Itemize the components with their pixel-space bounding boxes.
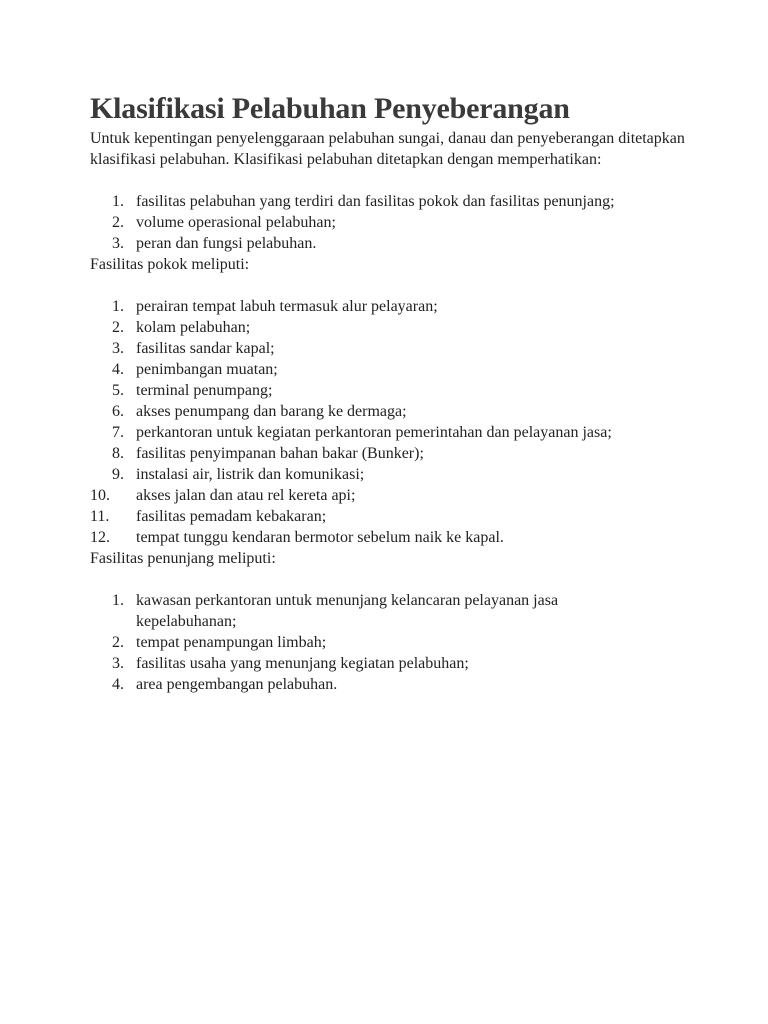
list-item-text: fasilitas usaha yang menunjang kegiatan pelabuhan;	[136, 655, 469, 672]
list-item	[90, 359, 690, 380]
list-item	[90, 317, 690, 338]
list-item	[90, 401, 690, 422]
list-item-text: instalasi air, listrik dan komunikasi;	[136, 466, 365, 483]
pokok-heading: Fasilitas pokok meliputi:	[90, 256, 250, 273]
list-number: 1.	[112, 298, 124, 315]
list-item-text: area pengembangan pelabuhan.	[136, 676, 338, 693]
list-number: 6.	[112, 403, 124, 420]
list-item	[90, 212, 690, 233]
list-number: 4.	[112, 361, 124, 378]
list-number: 1.	[112, 193, 124, 210]
list-number: 1.	[112, 592, 124, 609]
intro-paragraph: Untuk kepentingan penyelenggaraan pelabuhan sungai, danau dan penyeberangan ditetapkan klasifikasi pelabuhan. Klasifikasi pelabuhan ditetapkan dengan memperhatikan:	[90, 130, 685, 168]
list-number: 12.	[90, 529, 110, 546]
list-item	[90, 653, 690, 674]
criteria-list	[90, 191, 690, 254]
list-item	[90, 485, 690, 506]
list-item	[90, 191, 690, 212]
list-item-text: tempat penampungan limbah;	[136, 634, 327, 651]
list-number: 2.	[112, 319, 124, 336]
list-number: 3.	[112, 340, 124, 357]
list-number: 5.	[112, 382, 124, 399]
list-item	[90, 422, 690, 443]
list-item	[90, 233, 690, 254]
penunjang-list	[90, 590, 690, 695]
list-item	[90, 338, 690, 359]
list-number: 10.	[90, 487, 110, 504]
list-item-text: fasilitas pemadam kebakaran;	[136, 508, 327, 525]
list-item-text: fasilitas sandar kapal;	[136, 340, 275, 357]
penunjang-heading: Fasilitas penunjang meliputi:	[90, 550, 276, 567]
list-item	[90, 380, 690, 401]
list-item-text: fasilitas pelabuhan yang terdiri dan fasilitas pokok dan fasilitas penunjang;	[136, 193, 615, 210]
list-item-text: kolam pelabuhan;	[136, 319, 251, 336]
list-item-text: peran dan fungsi pelabuhan.	[136, 235, 317, 252]
list-item	[90, 296, 690, 317]
list-item	[90, 674, 690, 695]
pokok-list	[90, 296, 690, 548]
list-item-text: terminal penumpang;	[136, 382, 273, 399]
list-item-text: akses jalan dan atau rel kereta api;	[136, 487, 356, 504]
page-title: Klasifikasi Pelabuhan Penyeberangan	[90, 92, 570, 125]
list-number: 7.	[112, 424, 124, 441]
list-item	[90, 527, 690, 548]
list-item-text: kawasan perkantoran untuk menunjang kelancaran pelayanan jasa kepelabuhanan;	[136, 592, 559, 630]
list-number: 2.	[112, 214, 124, 231]
list-number: 2.	[112, 634, 124, 651]
list-item	[90, 443, 690, 464]
list-number: 8.	[112, 445, 124, 462]
list-item	[90, 632, 690, 653]
list-item-text: perkantoran untuk kegiatan perkantoran pemerintahan dan pelayanan jasa;	[136, 424, 612, 441]
document-page	[90, 90, 690, 695]
list-item-text: penimbangan muatan;	[136, 361, 278, 378]
list-number: 11.	[90, 508, 110, 525]
list-item	[90, 590, 690, 632]
list-number: 4.	[112, 676, 124, 693]
list-item-text: perairan tempat labuh termasuk alur pelayaran;	[136, 298, 438, 315]
list-item	[90, 464, 690, 485]
list-number: 9.	[112, 466, 124, 483]
list-item-text: tempat tunggu kendaran bermotor sebelum naik ke kapal.	[136, 529, 504, 546]
list-item-text: fasilitas penyimpanan bahan bakar (Bunker);	[136, 445, 424, 462]
list-item-text: volume operasional pelabuhan;	[136, 214, 336, 231]
list-number: 3.	[112, 235, 124, 252]
list-number: 3.	[112, 655, 124, 672]
list-item	[90, 506, 690, 527]
list-item-text: akses penumpang dan barang ke dermaga;	[136, 403, 407, 420]
